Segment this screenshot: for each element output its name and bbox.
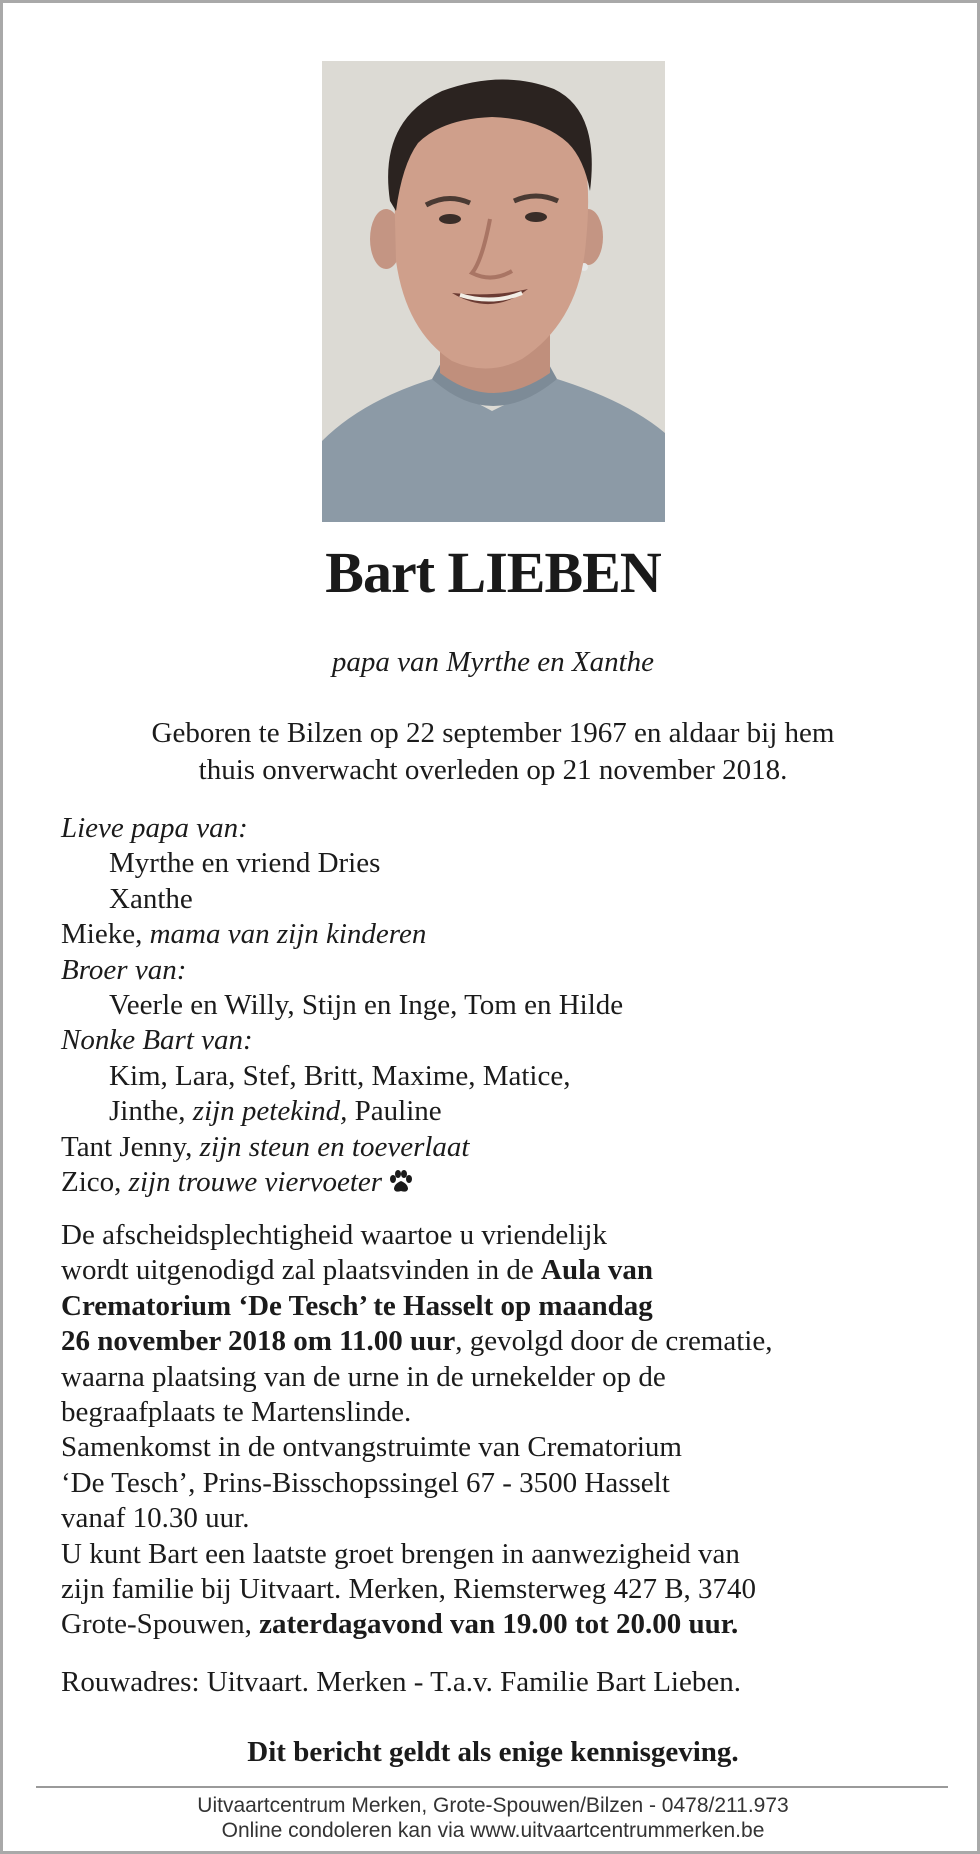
ceremony-line-12-text: Grote-Spouwen, — [61, 1608, 260, 1641]
deceased-name: Bart LIEBEN — [325, 540, 661, 605]
ceremony-line-12 — [61, 1607, 941, 1642]
papa-label: Lieve papa van: — [61, 812, 248, 844]
ceremony-line-1: De afscheidsplechtigheid waartoe u vriendelijk — [61, 1219, 607, 1251]
zico-line — [61, 1165, 941, 1203]
ceremony-line-2-text: wordt uitgenodigd zal plaatsvinden in de — [61, 1254, 542, 1287]
zico-name: Zico, — [61, 1166, 122, 1199]
ceremony-line-7: Samenkomst in de ontvangstruimte van Crematorium — [61, 1431, 682, 1464]
siblings: Veerle en Willy, Stijn en Inge, Tom en Hilde — [109, 989, 624, 1022]
footer-online-condolences: Online condoleren kan via www.uitvaartcentrummerken.be — [221, 1819, 765, 1842]
paw-icon — [388, 1168, 414, 1203]
ceremony-line-4-text: , gevolgd door de crematie, — [455, 1325, 773, 1358]
ceremony-line-3: Crematorium ‘De Tesch’ te Hasselt op maandag — [61, 1289, 653, 1322]
ceremony-venue-start: Aula van — [541, 1254, 654, 1287]
ceremony-line-9: vanaf 10.30 uur. — [61, 1502, 250, 1535]
notice-statement: Dit bericht geldt als enige kennisgeving. — [247, 1736, 739, 1768]
mieke-role: mama van zijn kinderen — [149, 918, 427, 951]
ceremony-line-2 — [61, 1253, 941, 1288]
ceremony-line-8: ‘De Tesch’, Prins-Bisschopssingel 67 - 3500 Hasselt — [61, 1466, 670, 1499]
footer-contact: Uitvaartcentrum Merken, Grote-Spouwen/Bilzen - 0478/211.973 — [197, 1794, 789, 1817]
ceremony-line-10: U kunt Bart een laatste groet brengen in aanwezigheid van — [61, 1537, 740, 1570]
petekind-note: zijn petekind, — [192, 1095, 348, 1128]
zico-role: zijn trouwe viervoeter — [128, 1166, 383, 1199]
ceremony-line-6: begraafplaats te Martenslinde. — [61, 1396, 412, 1429]
footer — [3, 1793, 980, 1843]
nephew-jinthe: Jinthe, — [109, 1095, 186, 1128]
portrait-photo — [322, 61, 665, 522]
ceremony-details — [61, 1218, 941, 1643]
ceremony-date: 26 november 2018 om 11.00 uur — [61, 1325, 456, 1358]
nonke-label: Nonke Bart van: — [61, 1024, 253, 1057]
child-1: Myrthe en vriend Dries — [109, 847, 381, 880]
nephews-line-1: Kim, Lara, Stef, Britt, Maxime, Matice, — [109, 1059, 571, 1092]
ceremony-line-5: waarna plaatsing van de urne in de urnekelder op de — [61, 1360, 666, 1393]
birth-line-1: Geboren te Bilzen op 22 september 1967 en aldaar bij hem — [151, 717, 835, 749]
mieke-line — [61, 917, 941, 952]
birth-line-2: thuis onverwacht overleden op 21 november 2018. — [198, 754, 788, 786]
child-2: Xanthe — [109, 882, 193, 915]
visitation-time: zaterdagavond van 19.00 tot 20.00 uur. — [259, 1608, 739, 1641]
broer-label: Broer van: — [61, 953, 187, 986]
mourning-address: Rouwadres: Uitvaart. Merken - T.a.v. Familie Bart Lieben. — [61, 1666, 741, 1698]
ceremony-line-4 — [61, 1324, 941, 1359]
family-list — [61, 811, 941, 1203]
portrait-illustration — [322, 61, 665, 522]
mieke-name: Mieke, — [61, 918, 143, 951]
ceremony-line-11: zijn familie bij Uitvaart. Merken, Riemsterweg 427 B, 3740 — [61, 1573, 757, 1606]
footer-divider — [36, 1786, 948, 1788]
jenny-line — [61, 1130, 941, 1165]
jenny-role: zijn steun en toeverlaat — [199, 1130, 470, 1163]
deceased-subtitle: papa van Myrthe en Xanthe — [331, 646, 655, 678]
jenny-name: Tant Jenny, — [61, 1130, 193, 1163]
birth-death-statement — [43, 715, 943, 789]
nephew-pauline: Pauline — [354, 1095, 442, 1128]
nephews-line-2 — [61, 1094, 941, 1129]
